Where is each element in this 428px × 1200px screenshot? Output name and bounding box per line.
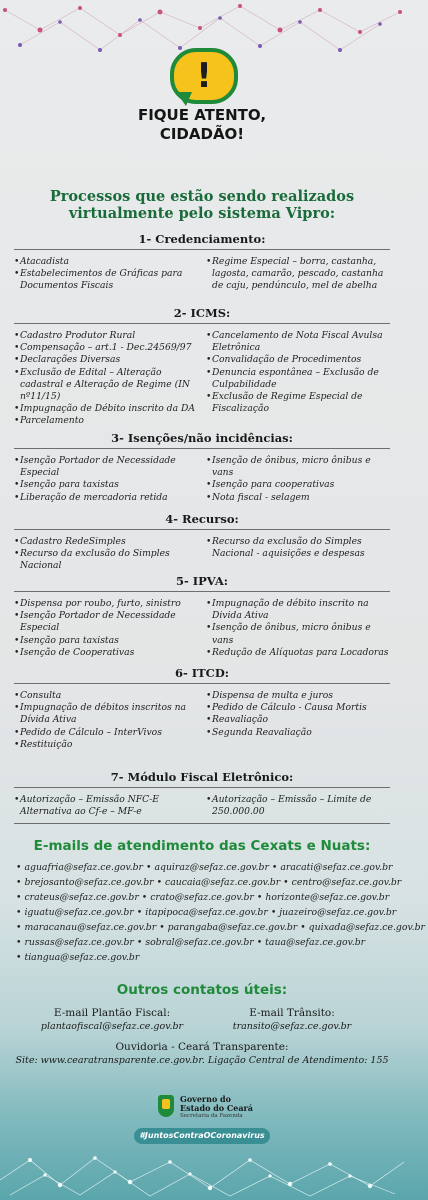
- emails-heading: E-mails de atendimento das Cexats e Nuats:: [33, 838, 371, 854]
- section-modulo-fiscal: [0, 770, 404, 824]
- email-link[interactable]: • tiangua@sefaz.ce.gov.br: [16, 952, 139, 963]
- list-item: • Denuncia espontânea – Exclusão de Culpabilidade: [206, 367, 390, 391]
- section-title: 3- Isenções/não incidências:: [14, 431, 390, 449]
- list-item: • Redução de Alíquotas para Locadoras: [206, 647, 390, 659]
- section-title: 7- Módulo Fiscal Eletrônico:: [14, 770, 390, 788]
- list-item: • Parcelamento: [14, 415, 198, 427]
- list-item: • Impugnação de débito inscrito na Divida Ativa: [206, 598, 390, 622]
- email-link[interactable]: • centro@sefaz.ce.gov.br: [283, 877, 401, 888]
- list-item: • Cadastro Produtor Rural: [14, 330, 198, 342]
- email-link[interactable]: • quixada@sefaz.ce.gov.br: [300, 922, 425, 933]
- section-isencoes: [0, 431, 404, 504]
- email-link[interactable]: • itapipoca@sefaz.ce.gov.br: [137, 907, 268, 918]
- section-title: 2- ICMS:: [14, 306, 390, 324]
- email-link[interactable]: • aquiraz@sefaz.ce.gov.br: [146, 862, 269, 873]
- emails-list: [16, 860, 425, 965]
- list-item: • Impugnação de Débito inscrito da DA: [14, 403, 198, 415]
- list-item: • Restituição: [14, 739, 198, 751]
- list-item: • Declarações Diversas: [14, 354, 198, 366]
- email-link[interactable]: • brejosanto@sefaz.ce.gov.br: [16, 877, 154, 888]
- ouvidoria-info[interactable]: Site: www.cearatransparente.ce.gov.br. Ligação Central de Atendimento: 155: [15, 1055, 389, 1066]
- email-link[interactable]: • maracanau@sefaz.ce.gov.br: [16, 922, 156, 933]
- list-item: • Isenção Portador de Necessidade Especial: [14, 610, 198, 634]
- divider: [14, 823, 390, 824]
- section-icms: [0, 306, 404, 428]
- section-title: 4- Recurso:: [14, 512, 390, 530]
- email-link[interactable]: • sobral@sefaz.ce.gov.br: [137, 937, 254, 948]
- list-item: • Compensação – art.1 - Dec.24569/97: [14, 342, 198, 354]
- list-item: • Autorização – Emissão NFC-E Alternativa ao Cf-e – MF-e: [14, 794, 198, 818]
- government-logo: [158, 1095, 258, 1121]
- contact-label: Ouvidoria - Ceará Transparente:: [115, 1041, 289, 1053]
- decorative-network-bottom: [0, 1140, 404, 1200]
- list-item: • Autorização – Emissão – Limite de 250.000.00: [206, 794, 390, 818]
- email-link[interactable]: • crato@sefaz.ce.gov.br: [142, 892, 254, 903]
- list-item: • Liberação de mercadoria retida: [14, 492, 198, 504]
- state-crest-icon: [158, 1095, 174, 1117]
- email-link[interactable]: • taua@sefaz.ce.gov.br: [257, 937, 365, 948]
- list-item: • Isenção de Cooperativas: [14, 647, 198, 659]
- list-item: • Exclusão de Edital – Alteração cadastral e Alteração de Regime (IN nº11/15): [14, 367, 198, 404]
- list-item: • Dispensa por roubo, furto, sinistro: [14, 598, 198, 610]
- contact-label: E-mail Plantão Fiscal:: [53, 1007, 171, 1019]
- exclamation-icon: !: [170, 48, 238, 104]
- gov-name: Governo do Estado do Ceará: [180, 1094, 253, 1113]
- contact-email-link[interactable]: transito@sefaz.ce.gov.br: [232, 1021, 352, 1032]
- list-item: • Segunda Reavaliação: [206, 727, 390, 739]
- list-item: • Isenção para taxistas: [14, 479, 198, 491]
- list-item: • Dispensa de multa e juros: [206, 690, 390, 702]
- alert-title: FIQUE ATENTO, CIDADÃO!: [137, 106, 267, 143]
- list-item: • Isenção de ônibus, micro ônibus e vans: [206, 622, 390, 646]
- email-link[interactable]: • parangaba@sefaz.ce.gov.br: [159, 922, 297, 933]
- list-item: • Nota fiscal - selagem: [206, 492, 390, 504]
- email-link[interactable]: • russas@sefaz.ce.gov.br: [16, 937, 134, 948]
- alert-badge: [132, 48, 272, 168]
- list-item: • Pedido de Cálculo - Causa Mortis: [206, 702, 390, 714]
- gov-secretaria: Secretaria da Fazenda: [180, 1113, 243, 1119]
- email-link[interactable]: • crateus@sefaz.ce.gov.br: [16, 892, 139, 903]
- email-link[interactable]: • caucaia@sefaz.ce.gov.br: [157, 877, 281, 888]
- list-item: • Isenção Portador de Necessidade Especial: [14, 455, 198, 479]
- email-link[interactable]: • horizonte@sefaz.ce.gov.br: [257, 892, 389, 903]
- list-item: • Atacadista: [14, 256, 198, 268]
- list-item: • Isenção para taxistas: [14, 635, 198, 647]
- contact-email-link[interactable]: plantaofiscal@sefaz.ce.gov.br: [40, 1021, 184, 1032]
- section-title: 5- IPVA:: [14, 574, 390, 592]
- list-item: • Isenção de ônibus, micro ônibus e vans: [206, 455, 390, 479]
- list-item: • Recurso da exclusão do Simples Nacional - aquisições e despesas: [206, 536, 390, 560]
- contact-transito: [202, 1006, 382, 1034]
- list-item: • Pedido de Cálculo – InterVivos: [14, 727, 198, 739]
- list-item: • Exclusão de Regime Especial de Fiscalização: [206, 391, 390, 415]
- section-itcd: [0, 666, 404, 751]
- contact-ouvidoria: [0, 1040, 404, 1068]
- hashtag-badge: #JuntosContraOCoronavirus: [134, 1128, 270, 1144]
- email-link[interactable]: • juazeiro@sefaz.ce.gov.br: [271, 907, 396, 918]
- list-item: • Consulta: [14, 690, 198, 702]
- email-link[interactable]: • aguafria@sefaz.ce.gov.br: [16, 862, 143, 873]
- section-credenciamento: [0, 232, 404, 293]
- list-item: • Reavaliação: [206, 714, 390, 726]
- contact-plantao: [22, 1006, 202, 1034]
- section-title: 6- ITCD:: [14, 666, 390, 684]
- email-link[interactable]: • iguatu@sefaz.ce.gov.br: [16, 907, 134, 918]
- list-item: • Isenção para cooperativas: [206, 479, 390, 491]
- list-item: • Estabelecimentos de Gráficas para Documentos Fiscais: [14, 268, 198, 292]
- list-item: • Cadastro RedeSimples: [14, 536, 198, 548]
- list-item: • Cancelamento de Nota Fiscal Avulsa Eletrônica: [206, 330, 390, 354]
- contacts-heading: Outros contatos úteis:: [116, 982, 288, 998]
- section-recurso: [0, 512, 404, 573]
- section-title: 1- Credenciamento:: [14, 232, 390, 250]
- list-item: • Regime Especial – borra, castanha, lagosta, camarão, pescado, castanha de caju, pendúnculo, mel de abelha: [206, 256, 390, 293]
- contact-label: E-mail Trânsito:: [249, 1007, 335, 1019]
- list-item: • Convalidação de Procedimentos: [206, 354, 390, 366]
- section-ipva: [0, 574, 404, 659]
- list-item: • Impugnação de débitos inscritos na Dívida Ativa: [14, 702, 198, 726]
- email-link[interactable]: • aracati@sefaz.ce.gov.br: [272, 862, 393, 873]
- list-item: • Recurso da exclusão do Simples Nacional: [14, 548, 198, 572]
- speech-tail: [176, 92, 192, 106]
- page-heading: Processos que estão sendo realizados virtualmente pelo sistema Vipro:: [49, 188, 355, 222]
